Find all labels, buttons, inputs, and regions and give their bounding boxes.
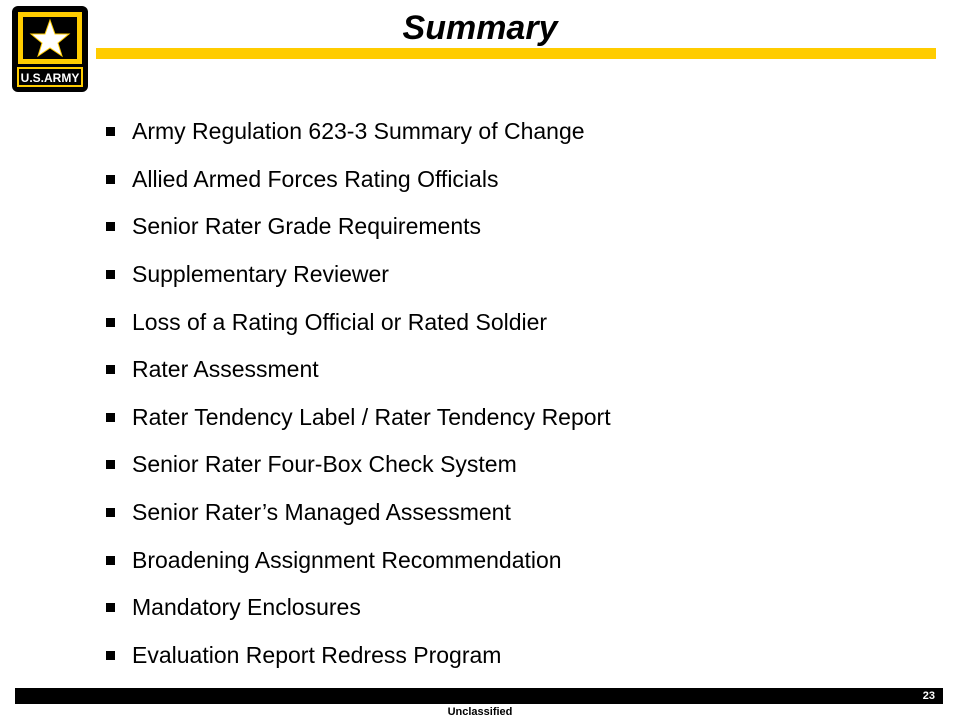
list-item xyxy=(106,632,611,680)
list-item-label: Senior Rater Grade Requirements xyxy=(132,213,481,240)
page-number: 23 xyxy=(922,690,935,702)
square-bullet-icon xyxy=(106,365,115,374)
square-bullet-icon xyxy=(106,556,115,565)
square-bullet-icon xyxy=(106,508,115,517)
list-item xyxy=(106,489,611,537)
list-item-label: Loss of a Rating Official or Rated Soldier xyxy=(132,308,548,335)
logo-text: U.S.ARMY xyxy=(20,71,80,85)
list-item xyxy=(106,394,611,442)
page-title: Summary xyxy=(402,9,558,47)
list-item xyxy=(106,108,611,156)
list-item xyxy=(106,251,611,299)
square-bullet-icon xyxy=(106,175,115,184)
square-bullet-icon xyxy=(106,413,115,422)
square-bullet-icon xyxy=(106,318,115,327)
list-item-label: Army Regulation 623-3 Summary of Change xyxy=(132,118,585,145)
list-item xyxy=(106,441,611,489)
square-bullet-icon xyxy=(106,222,115,231)
list-item xyxy=(106,298,611,346)
list-item xyxy=(106,536,611,584)
list-item xyxy=(106,156,611,204)
list-item-label: Supplementary Reviewer xyxy=(132,261,389,288)
square-bullet-icon xyxy=(106,651,115,660)
square-bullet-icon xyxy=(106,127,115,136)
footer-bar xyxy=(15,688,943,704)
square-bullet-icon xyxy=(106,460,115,469)
list-item-label: Broadening Assignment Recommendation xyxy=(132,546,562,573)
square-bullet-icon xyxy=(106,603,115,612)
list-item-label: Mandatory Enclosures xyxy=(132,594,361,621)
list-item-label: Evaluation Report Redress Program xyxy=(132,641,502,668)
list-item xyxy=(106,584,611,632)
square-bullet-icon xyxy=(106,270,115,279)
list-item-label: Allied Armed Forces Rating Officials xyxy=(132,165,499,192)
list-item-label: Senior Rater Four-Box Check System xyxy=(132,451,517,478)
classification-label: Unclassified xyxy=(447,706,513,718)
title-underline-rule xyxy=(96,48,936,59)
list-item-label: Senior Rater’s Managed Assessment xyxy=(132,499,511,526)
summary-bullet-list xyxy=(106,108,611,679)
list-item xyxy=(106,346,611,394)
list-item xyxy=(106,203,611,251)
list-item-label: Rater Tendency Label / Rater Tendency Report xyxy=(132,403,611,430)
list-item-label: Rater Assessment xyxy=(132,356,319,383)
